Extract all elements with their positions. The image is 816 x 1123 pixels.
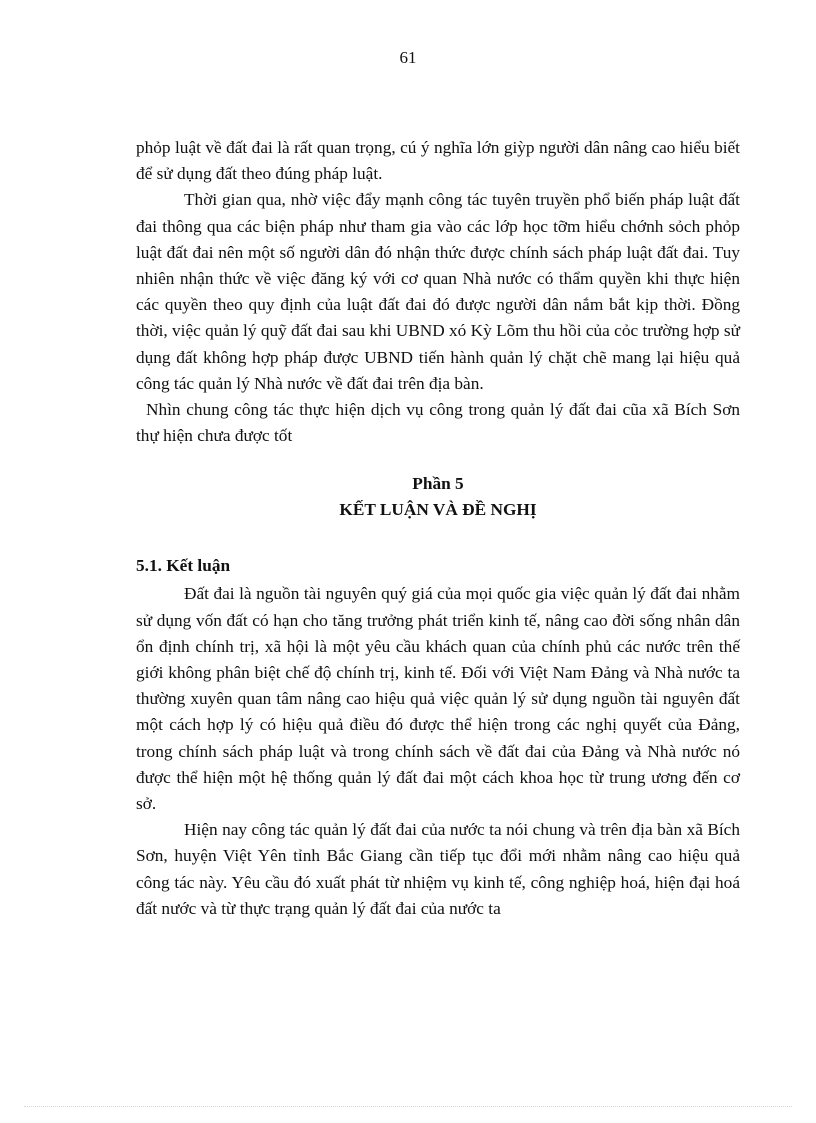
section-heading: 5.1. Kết luận: [136, 556, 231, 576]
paragraph-conclusion-2: Hiện nay công tác quản lý đất đai của nước ta nói chung và trên địa bàn xã Bích Sơn, huyện Việt Yên tỉnh Bắc Giang cần tiếp tục đổi mới nhằm nâng cao hiệu quả công tác này. Yêu cầu đó xuất phát từ nhiệm vụ kinh tế, công nghiệp hoá, hiện đại hoá đất nước và từ thực trạng quản lý đất đai của nước ta: [136, 820, 740, 918]
paragraph-continuation: phỏp luật về đất đai là rất quan trọng, cú ý nghĩa lớn giỳp người dân nâng cao hiểu biết để sử dụng đất theo đúng pháp luật.: [136, 138, 740, 184]
part-title: KẾT LUẬN VÀ ĐỀ NGHỊ: [339, 500, 537, 520]
bottom-divider: [24, 1106, 792, 1107]
paragraph-conclusion-1: Đất đai là nguồn tài nguyên quý giá của mọi quốc gia việc quản lý đất đai nhằm sử dụng vốn đất có hạn cho tăng trưởng phát triển kinh tế, nâng cao đời sống nhân dân ổn định chính trị, xã hội là một yêu cầu khách quan của chính phủ các nước trên thế giới không phân biệt chế độ chính trị, kinh tế. Đối với Việt Nam Đảng và Nhà nước ta thường xuyên quan tâm nâng cao hiệu quả việc quản lý sử dụng nguồn tài nguyên đất một cách hợp lý có hiệu quả điều đó được thể hiện trong các nghị quyết của Đảng, trong chính sách pháp luật và trong chính sách về đất đai của Đảng và Nhà nước nó được thể hiện một hệ thống quản lý đất đai một cách khoa học từ trung ương đến cơ sở.: [136, 584, 740, 814]
page-number: 61: [399, 48, 417, 67]
paragraph-propaganda: Thời gian qua, nhờ việc đẩy mạnh công tác tuyên truyền phổ biến pháp luật đất đai thông qua các biện pháp như tham gia vào các lớp học tỡm hiểu chớnh sỏch phỏp luật đất đai nên một số người dân đó nhận thức được chính sách pháp luật đất đai. Tuy nhiên nhận thức về việc đăng ký với cơ quan Nhà nước có thẩm quyền khi thực hiện các quyền theo quy định của luật đất đai đó được người dân nắm bắt kịp thời. Đồng thời, việc quản lý quỹ đất đai sau khi UBND xó Kỳ Lõm thu hồi của cỏc trường hợp sử dụng đất không hợp pháp được UBND tiến hành quản lý chặt chẽ mang lại hiệu quả công tác quản lý Nhà nước về đất đai trên địa bàn.: [136, 190, 740, 393]
page-content: [136, 135, 740, 922]
part-label: Phần 5: [412, 474, 464, 494]
paragraph-summary: Nhìn chung công tác thực hiện dịch vụ công trong quản lý đất đai cũa xã Bích Sơn thự hiện chưa được tốt: [136, 400, 740, 446]
